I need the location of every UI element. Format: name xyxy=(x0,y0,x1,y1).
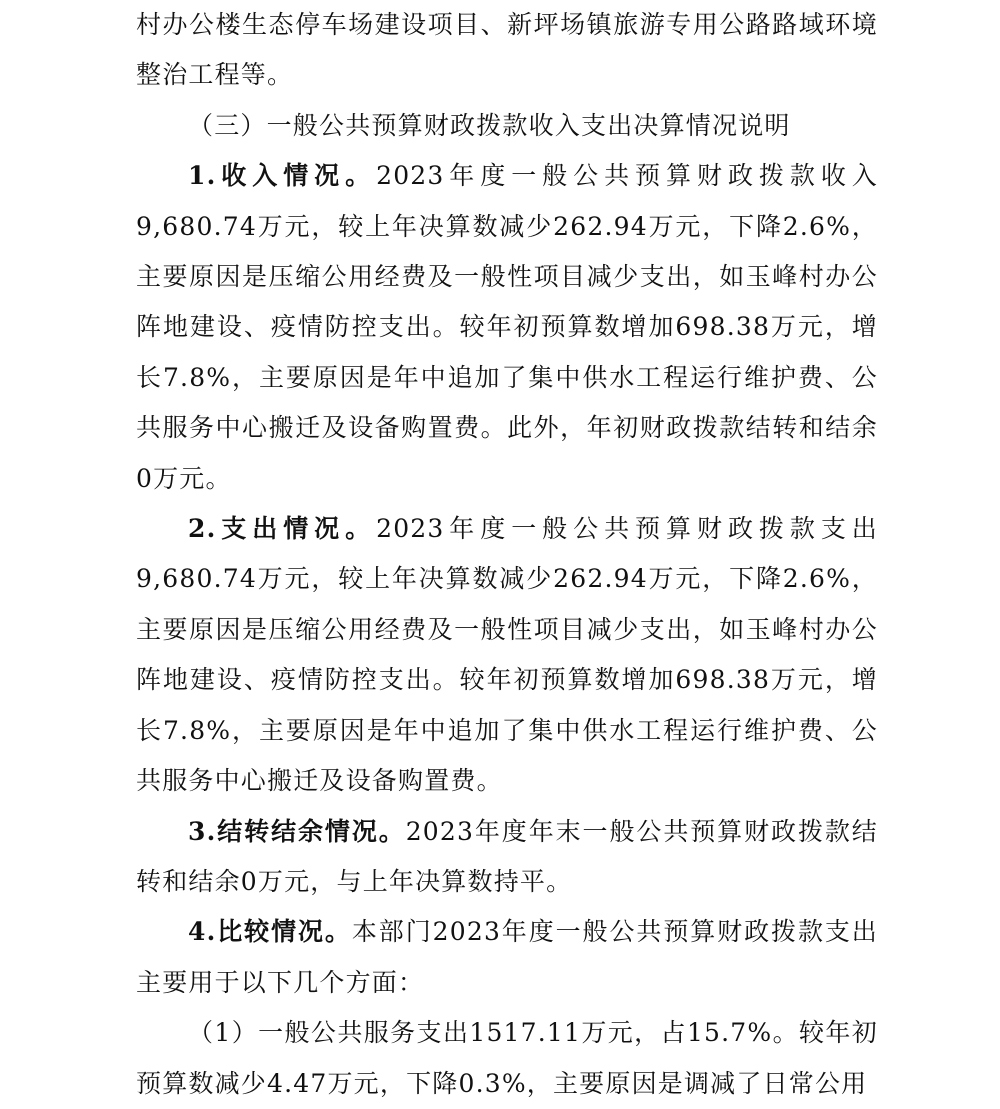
paragraph-text: 2023年度一般公共预算财政拨款支出9,680.74万元，较上年决算数减少262.94万元，下降2.6%，主要原因是压缩公用经费及一般性项目减少支出，如玉峰村办公阵地建设、疫情防控支出。较年初预算数增加698.38万元，增长7.8%，主要原因是年中追加了集中供水工程运行维护费、公共服务中心搬迁及设备购置费。 xyxy=(136,514,879,796)
paragraph-text: 2023年度年末一般公共预算财政拨款结转和结余0万元，与上年决算数持平。 xyxy=(136,816,878,896)
paragraph-text: （1）一般公共服务支出1517.11万元，占15.7%。较年初预算数减少4.47万元，下降0.3%，主要原因是调减了日常公用 xyxy=(136,1018,878,1098)
paragraph-lead: 1.收入情况。 xyxy=(188,161,377,191)
paragraph-carryover xyxy=(136,807,878,908)
section-heading-text: （三）一般公共预算财政拨款收入支出决算情况说明 xyxy=(188,110,791,140)
paragraph-text: 2023年度一般公共预算财政拨款收入9,680.74万元，较上年决算数减少262.94万元，下降2.6%，主要原因是压缩公用经费及一般性项目减少支出，如玉峰村办公阵地建设、疫情防控支出。较年初预算数增加698.38万元，增长7.8%，主要原因是年中追加了集中供水工程运行维护费、公共服务中心搬迁及设备购置费。此外，年初财政拨款结转和结余0万元。 xyxy=(136,161,879,493)
document-page xyxy=(136,0,878,1109)
paragraph-income xyxy=(136,151,878,504)
paragraph-lead: 4.比较情况。 xyxy=(188,917,352,947)
paragraph-text: 本部门2023年度一般公共预算财政拨款支出主要用于以下几个方面： xyxy=(136,917,879,997)
paragraph-item-1 xyxy=(136,1008,878,1109)
paragraph-text: 村办公楼生态停车场建设项目、新坪场镇旅游专用公路路域环境整治工程等。 xyxy=(136,10,878,90)
paragraph-expenditure xyxy=(136,504,878,806)
paragraph-lead: 2.支出情况。 xyxy=(188,514,377,544)
paragraph-continuation xyxy=(136,0,878,101)
paragraph-lead: 3.结转结余情况。 xyxy=(188,816,406,846)
paragraph-comparison xyxy=(136,907,878,1008)
section-heading-general-budget xyxy=(136,101,878,151)
